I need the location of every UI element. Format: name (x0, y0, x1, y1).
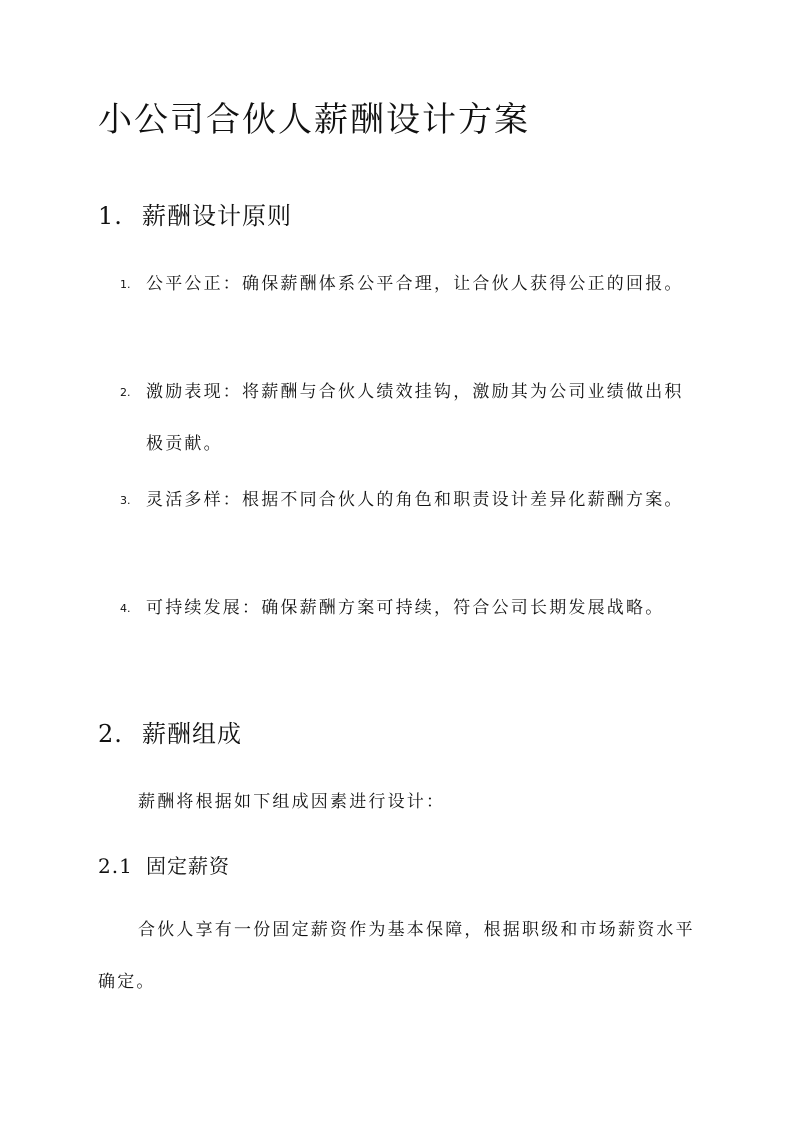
list-item (120, 258, 700, 310)
list-marker: 2. (120, 386, 131, 399)
list-item (120, 582, 700, 634)
subsection-paragraph: 合伙人享有一份固定薪资作为基本保障，根据职级和市场薪资水平确定。 (98, 920, 695, 992)
list-marker: 4. (120, 602, 131, 615)
section-title: 薪酬组成 (142, 720, 242, 748)
section-number: 1. (98, 202, 123, 230)
subsection-heading (98, 850, 230, 879)
section-title: 薪酬设计原则 (142, 202, 292, 230)
list-marker: 1. (120, 278, 131, 291)
list-item-text: 可持续发展：确保薪酬方案可持续，符合公司长期发展战略。 (146, 598, 665, 618)
list-item (120, 474, 700, 526)
list-item-text: 公平公正：确保薪酬体系公平合理，让合伙人获得公正的回报。 (146, 274, 684, 294)
list-marker: 3. (120, 494, 131, 507)
section-heading-1 (98, 196, 292, 231)
section-intro: 薪酬将根据如下组成因素进行设计： (138, 792, 446, 812)
section-number: 2. (98, 720, 123, 748)
document-title: 小公司合伙人薪酬设计方案 (98, 100, 530, 140)
list-item-text: 灵活多样：根据不同合伙人的角色和职责设计差异化薪酬方案。 (146, 490, 684, 510)
list-item-text: 激励表现：将薪酬与合伙人绩效挂钩，激励其为公司业绩做出积极贡献。 (146, 382, 684, 454)
list-item (120, 366, 700, 470)
subsection-title: 固定薪资 (146, 854, 230, 878)
subsection-number: 2.1 (98, 854, 133, 878)
section-heading-2 (98, 714, 242, 749)
